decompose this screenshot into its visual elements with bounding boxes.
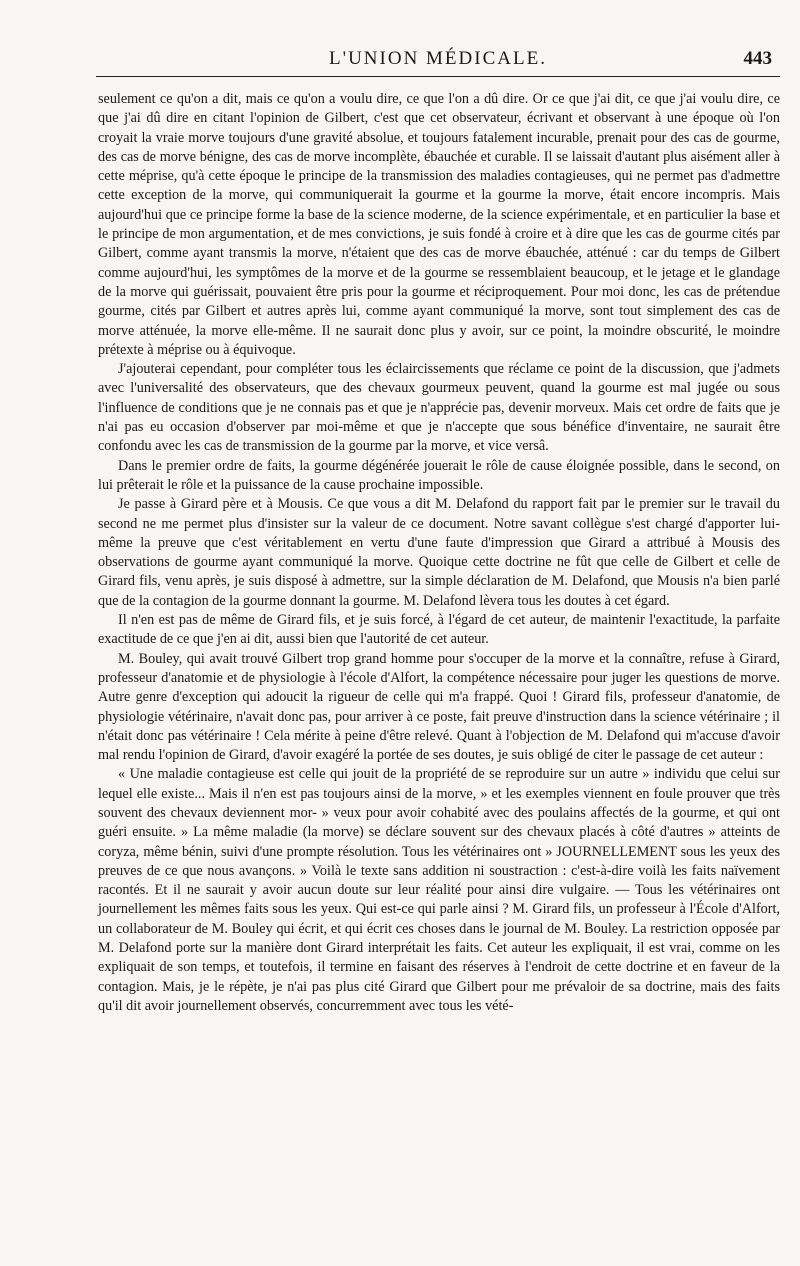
page-header (96, 40, 780, 78)
paragraph: seulement ce qu'on a dit, mais ce qu'on a voulu dire, ce que l'on a dû dire. Or ce que j'ai dit, ce que j'ai voulu dire, ce que j'ai dû dire en citant l'opinion de Gilbert, c'est que cet observateur, écrivant et observant à une époque où l'on croyait la vraie morve toujours d'une gravité absolue, et toujours fatalement incurable, prenait pour des cas de gourme, des cas de morve bénigne, des cas de morve incomplète, ébauchée et curable. Il se laissait d'autant plus aisément aller à cette méprise, qu'à cette époque le principe de la transmission des maladies contagieuses, qui ne permet pas d'admettre cette exception de la morve, qui communiquerait la gourme et la gourme la morve, était encore incompris. Mais aujourd'hui que ce principe forme la base de la science moderne, de la science expérimentale, et en particulier la base et le principe de mon argumentation, et de mes convictions, je suis fondé à croire et à dire que les cas de gourme cités par Gilbert, comme ayant transmis la morve, n'étaient que des cas de morve ébauchée, atténué : car du temps de Gilbert comme aujourd'hui, les symptômes de la morve et de la gourme se ressemblaient beaucoup, et le jetage et le glandage de la morve qui guérissait, pouvaient être pris pour la gourme et réciproquement. Pour moi donc, les cas de prétendue gourme, cités par Gilbert et autres après lui, comme ayant communiqué la morve, sont tout simplement des cas de morve atténuée, la morve elle-même. Il ne saurait donc plus y avoir, sur ce point, la moindre obscurité, le moindre prétexte à méprise ou à équivoque. (98, 91, 780, 358)
header-rule (96, 76, 780, 77)
page-number: 443 (743, 48, 772, 69)
quotation-paragraph: « Une maladie contagieuse est celle qui jouit de la propriété de se reproduire sur un autre » individu que celui sur lequel elle existe... Mais il n'en est pas toujours ainsi de la morve, » et les exemples viennent en foule prouver que très souvent des chevaux deviennent mor- » veux pour avoir cohabité avec des poulains affectés de la gourme, et qui ont guéri ensuite. » La même maladie (la morve) se déclare souvent sur des chevaux placés à côté d'autres » atteints de coryza, même bénin, suivi d'une prompte résolution. Tous les vétérinaires ont » JOURNELLEMENT sous les yeux des preuves de ce que nous avançons. » Voilà le texte sans addition ni soustraction : c'est-à-dire voilà les faits naïvement racontés. Et il ne saurait y avoir aucun doute sur leur réalité pour ainsi dire vulgaire. — Tous les vétérinaires ont journellement les mêmes faits sous les yeux. Qui est-ce qui parle ainsi ? M. Girard fils, un professeur à l'École d'Alfort, un collaborateur de M. Bouley qui écrit, et qui écrit ces choses dans le journal de M. Bouley. La restriction opposée par M. Delafond porte sur la manière dont Girard interprétait les faits. Cet auteur les expliquait, il est vrai, comme on les expliquait de son temps, et toutefois, il termine en faisant des réserves à l'endroit de cette doctrine et en faveur de la contagion. Mais, je le répète, je n'ai pas plus cité Girard que Gilbert pour me prévaloir de sa doctrine, mais des faits qu'il dit avoir journellement observés, concurremment avec tous les vété- (98, 766, 780, 1014)
paragraph: Je passe à Girard père et à Mousis. Ce que vous a dit M. Delafond du rapport fait par le premier sur le travail du second ne me permet plus d'insister sur la valeur de ce document. Notre savant collègue s'est chargé d'apporter lui-même la preuve que c'est véritablement en vertu d'une faute d'impression que Girard a attribué à Mousis des observations de gourme ayant communiqué la morve. Quoique cette doctrine ne fût que celle de Gilbert et celle de Girard fils, venu après, je suis disposé à admettre, sur la simple déclaration de M. Delafond, que Mousis n'a bien parlé que de la contagion de la gourme donnant la gourme. M. Delafond lèvera tous les doutes à cet égard. (98, 496, 780, 609)
paragraph: Il n'en est pas de même de Girard fils, et je suis forcé, à l'égard de cet auteur, de maintenir l'exactitude, la parfaite exactitude de ce que j'en ai dit, aussi bien que l'autorité de cet auteur. (98, 612, 780, 648)
running-title: L'UNION MÉDICALE. (329, 48, 547, 69)
body-text (98, 90, 780, 1016)
paragraph: M. Bouley, qui avait trouvé Gilbert trop grand homme pour s'occuper de la morve et la connaître, refuse à Girard, professeur d'anatomie et de physiologie à l'école d'Alfort, la compétence nécessaire pour juger les questions de morve. Autre genre d'exception qui adoucit la rigueur de celle qui m'a frappé. Quoi ! Girard fils, professeur d'anatomie, de physiologie vétérinaire, n'avait donc pas, pour arriver à ce poste, fait preuve d'instruction dans la science vétérinaire ; il n'était donc pas vétérinaire ! Cela mérite à peine d'être relevé. Quant à l'objection de M. Delafond qui m'accuse d'avoir mal rendu l'opinion de Girard, d'avoir exagéré la portée de ses doutes, je suis obligé de citer le passage de cet auteur : (98, 650, 780, 764)
paragraph: J'ajouterai cependant, pour compléter tous les éclaircissements que réclame ce point de la discussion, que j'admets avec l'universalité des observateurs, que des chevaux gourmeux peuvent, quand la gourme est mal jugée ou sous l'influence de conditions que je ne connais pas et que je n'apprécie pas, devenir morveux. Mais cet ordre de faits que je n'ai pas eu occasion d'observer par moi-même et que je n'accepte que sous bénéfice d'inventaire, ne saurait être confondu avec les cas de transmission de la gourme par la morve, et vice versâ. (98, 361, 780, 455)
paragraph: Dans le premier ordre de faits, la gourme dégénérée jouerait le rôle de cause éloignée possible, dans le second, on lui prêterait le rôle et la puissance de la cause prochaine impossible. (98, 457, 780, 493)
